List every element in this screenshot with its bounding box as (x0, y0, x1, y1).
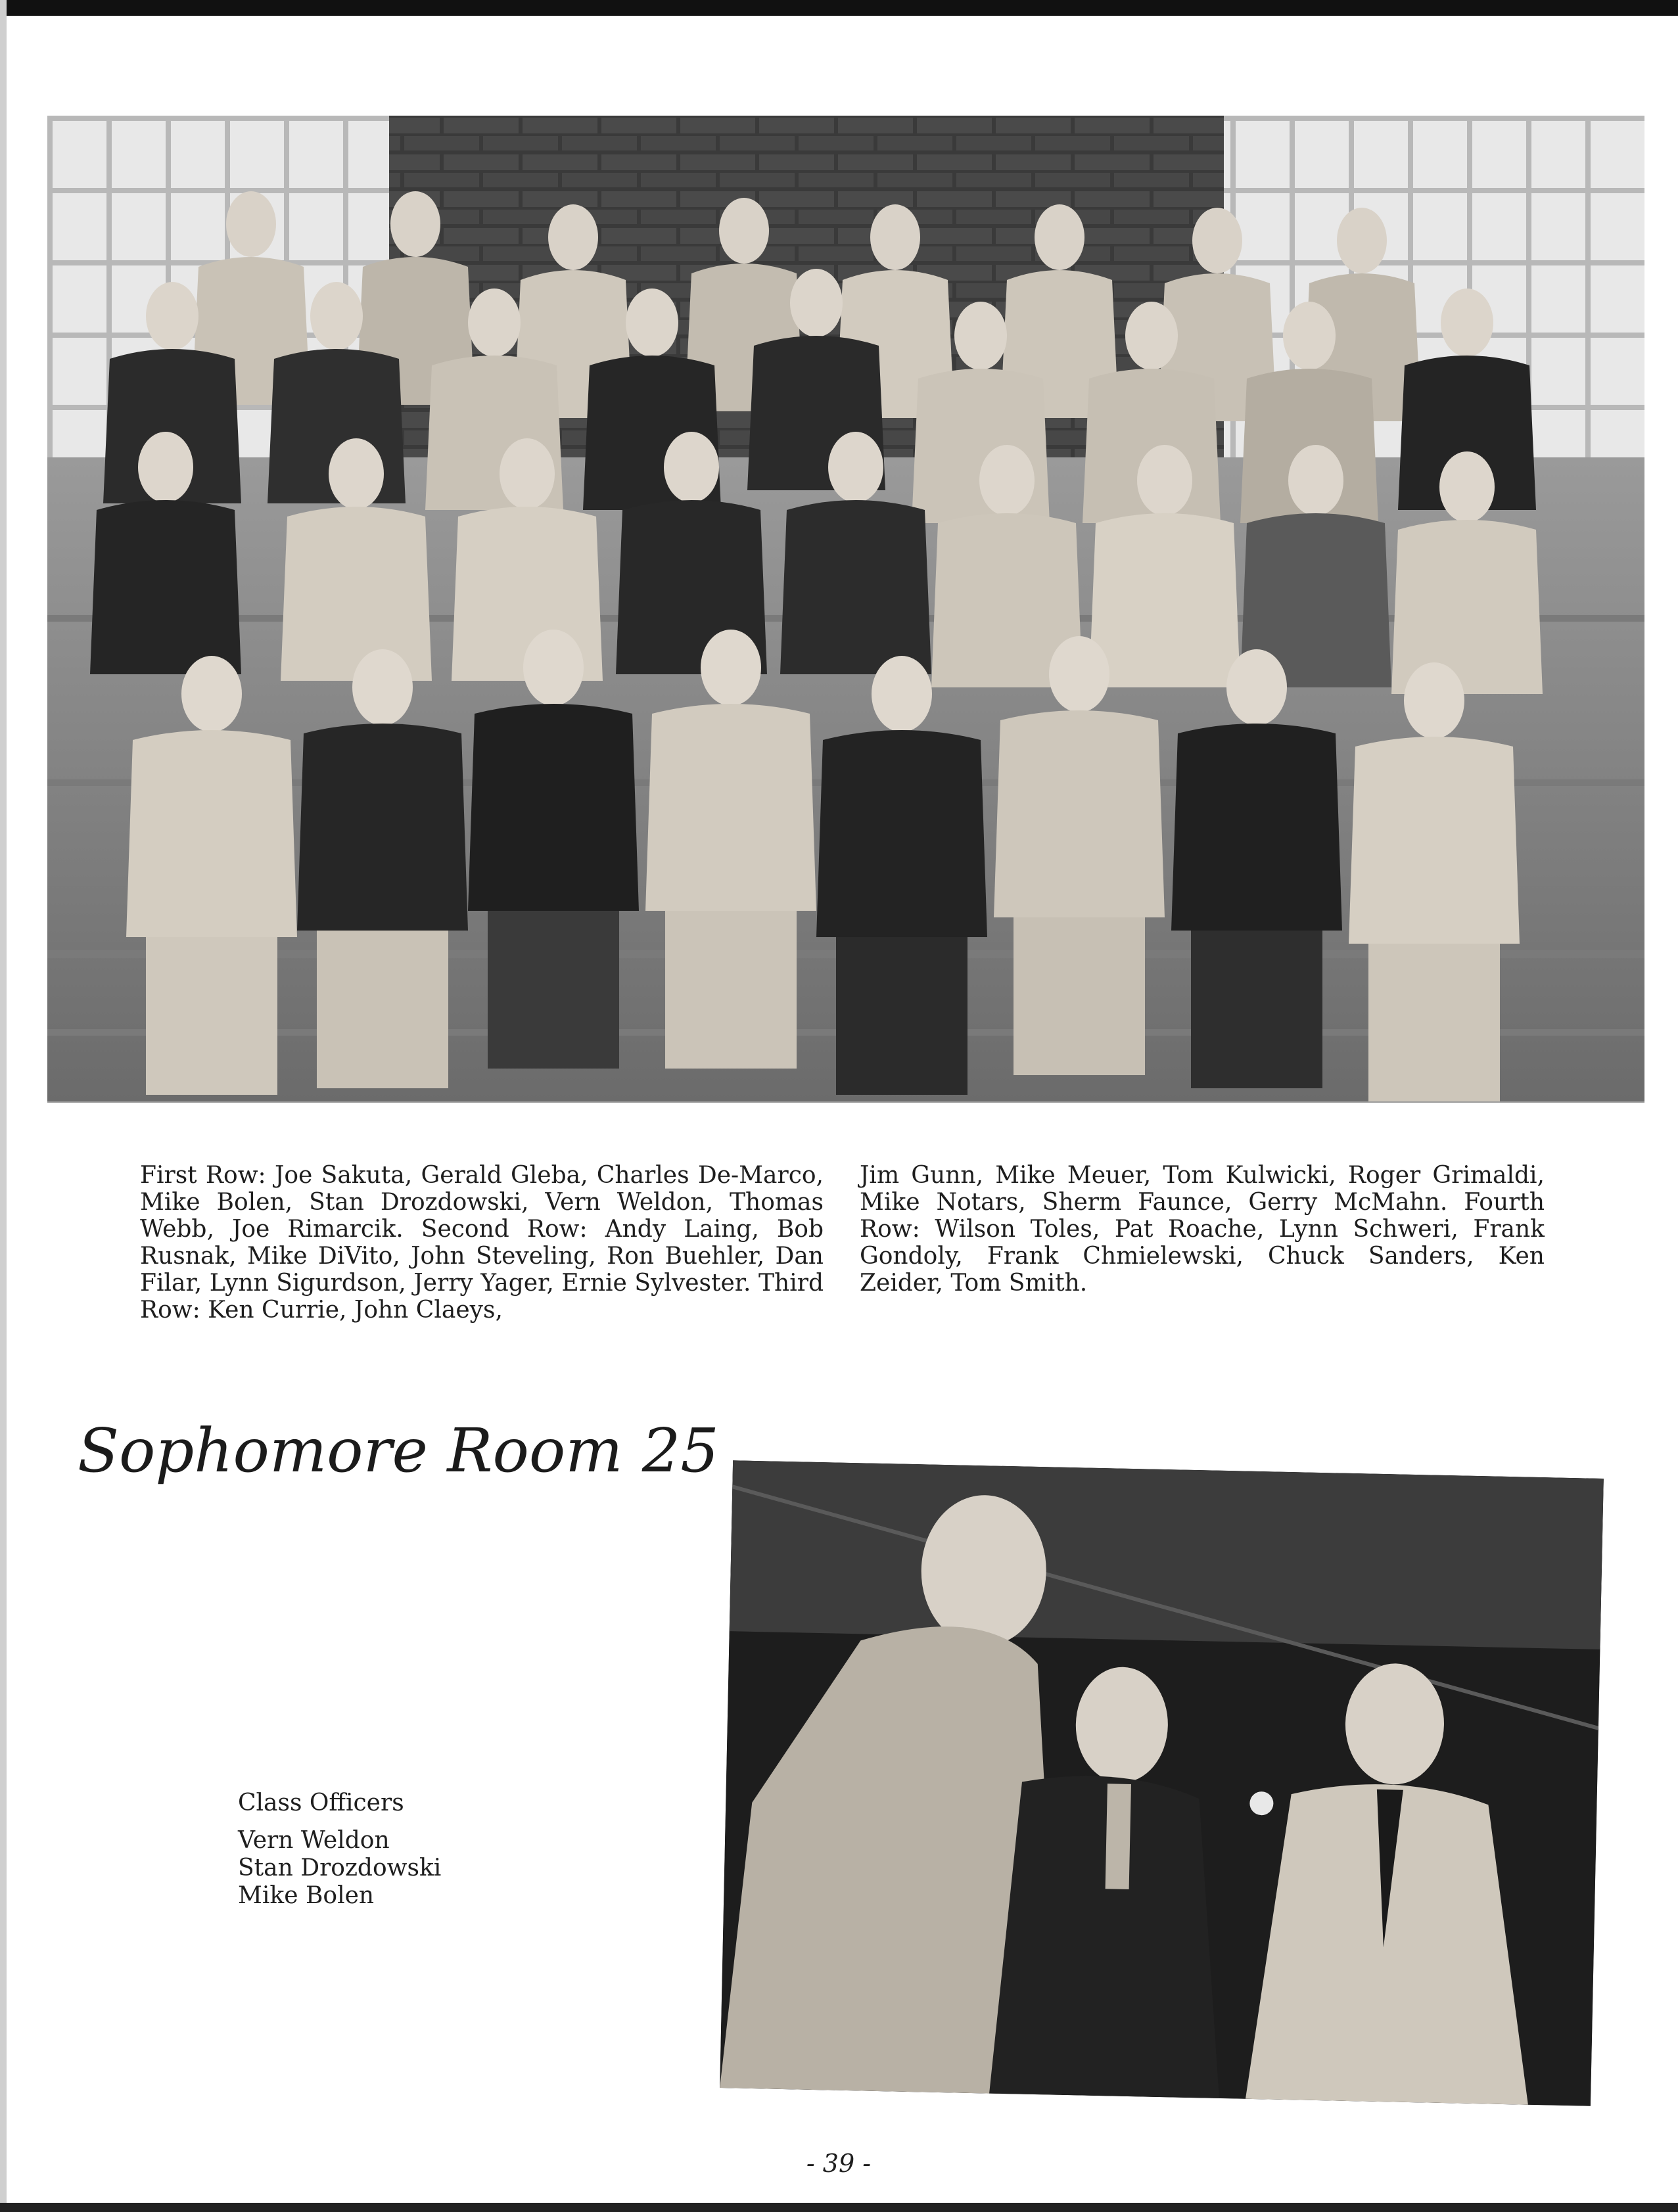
officer-name: Mike Bolen (238, 1882, 375, 1909)
group-caption-left: First Row: Joe Sakuta, Gerald Gleba, Charles De-Marco, Mike Bolen, Stan Drozdowski, Vern Weldon, Thomas Webb, Joe Rimarcik. Second Row: Andy Laing, Bob Rusnak, Mike DiVito, John Steveling, Ron Buehler, Dan Filar, Lynn Sigurdson, Jerry Yager, Ernie Sylvester. Third Row: Ken Currie, John Claeys, (140, 1162, 824, 1324)
top-border (0, 0, 1678, 16)
officers-heading: Class Officers (238, 1789, 404, 1816)
section-title: Sophomore Room 25 (78, 1416, 719, 1486)
group-photo-image (47, 116, 1644, 1103)
page-left-edge (0, 0, 7, 2212)
bottom-border (0, 2203, 1678, 2212)
officers-photo (720, 1460, 1604, 2106)
officer-name: Stan Drozdowski (238, 1855, 442, 1881)
officer-name: Vern Weldon (238, 1827, 390, 1854)
group-photo (47, 116, 1644, 1103)
group-caption-right: Jim Gunn, Mike Meuer, Tom Kulwicki, Roger Grimaldi, Mike Notars, Sherm Faunce, Gerry McMahn. Fourth Row: Wilson Toles, Pat Roache, Lynn Schweri, Frank Gondoly, Frank Chmielewski, Chuck Sanders, Ken Zeider, Tom Smith. (860, 1162, 1545, 1297)
officers-list (238, 1827, 567, 1910)
officers-photo-image (720, 1460, 1604, 2106)
page-number: - 39 - (806, 2149, 872, 2178)
